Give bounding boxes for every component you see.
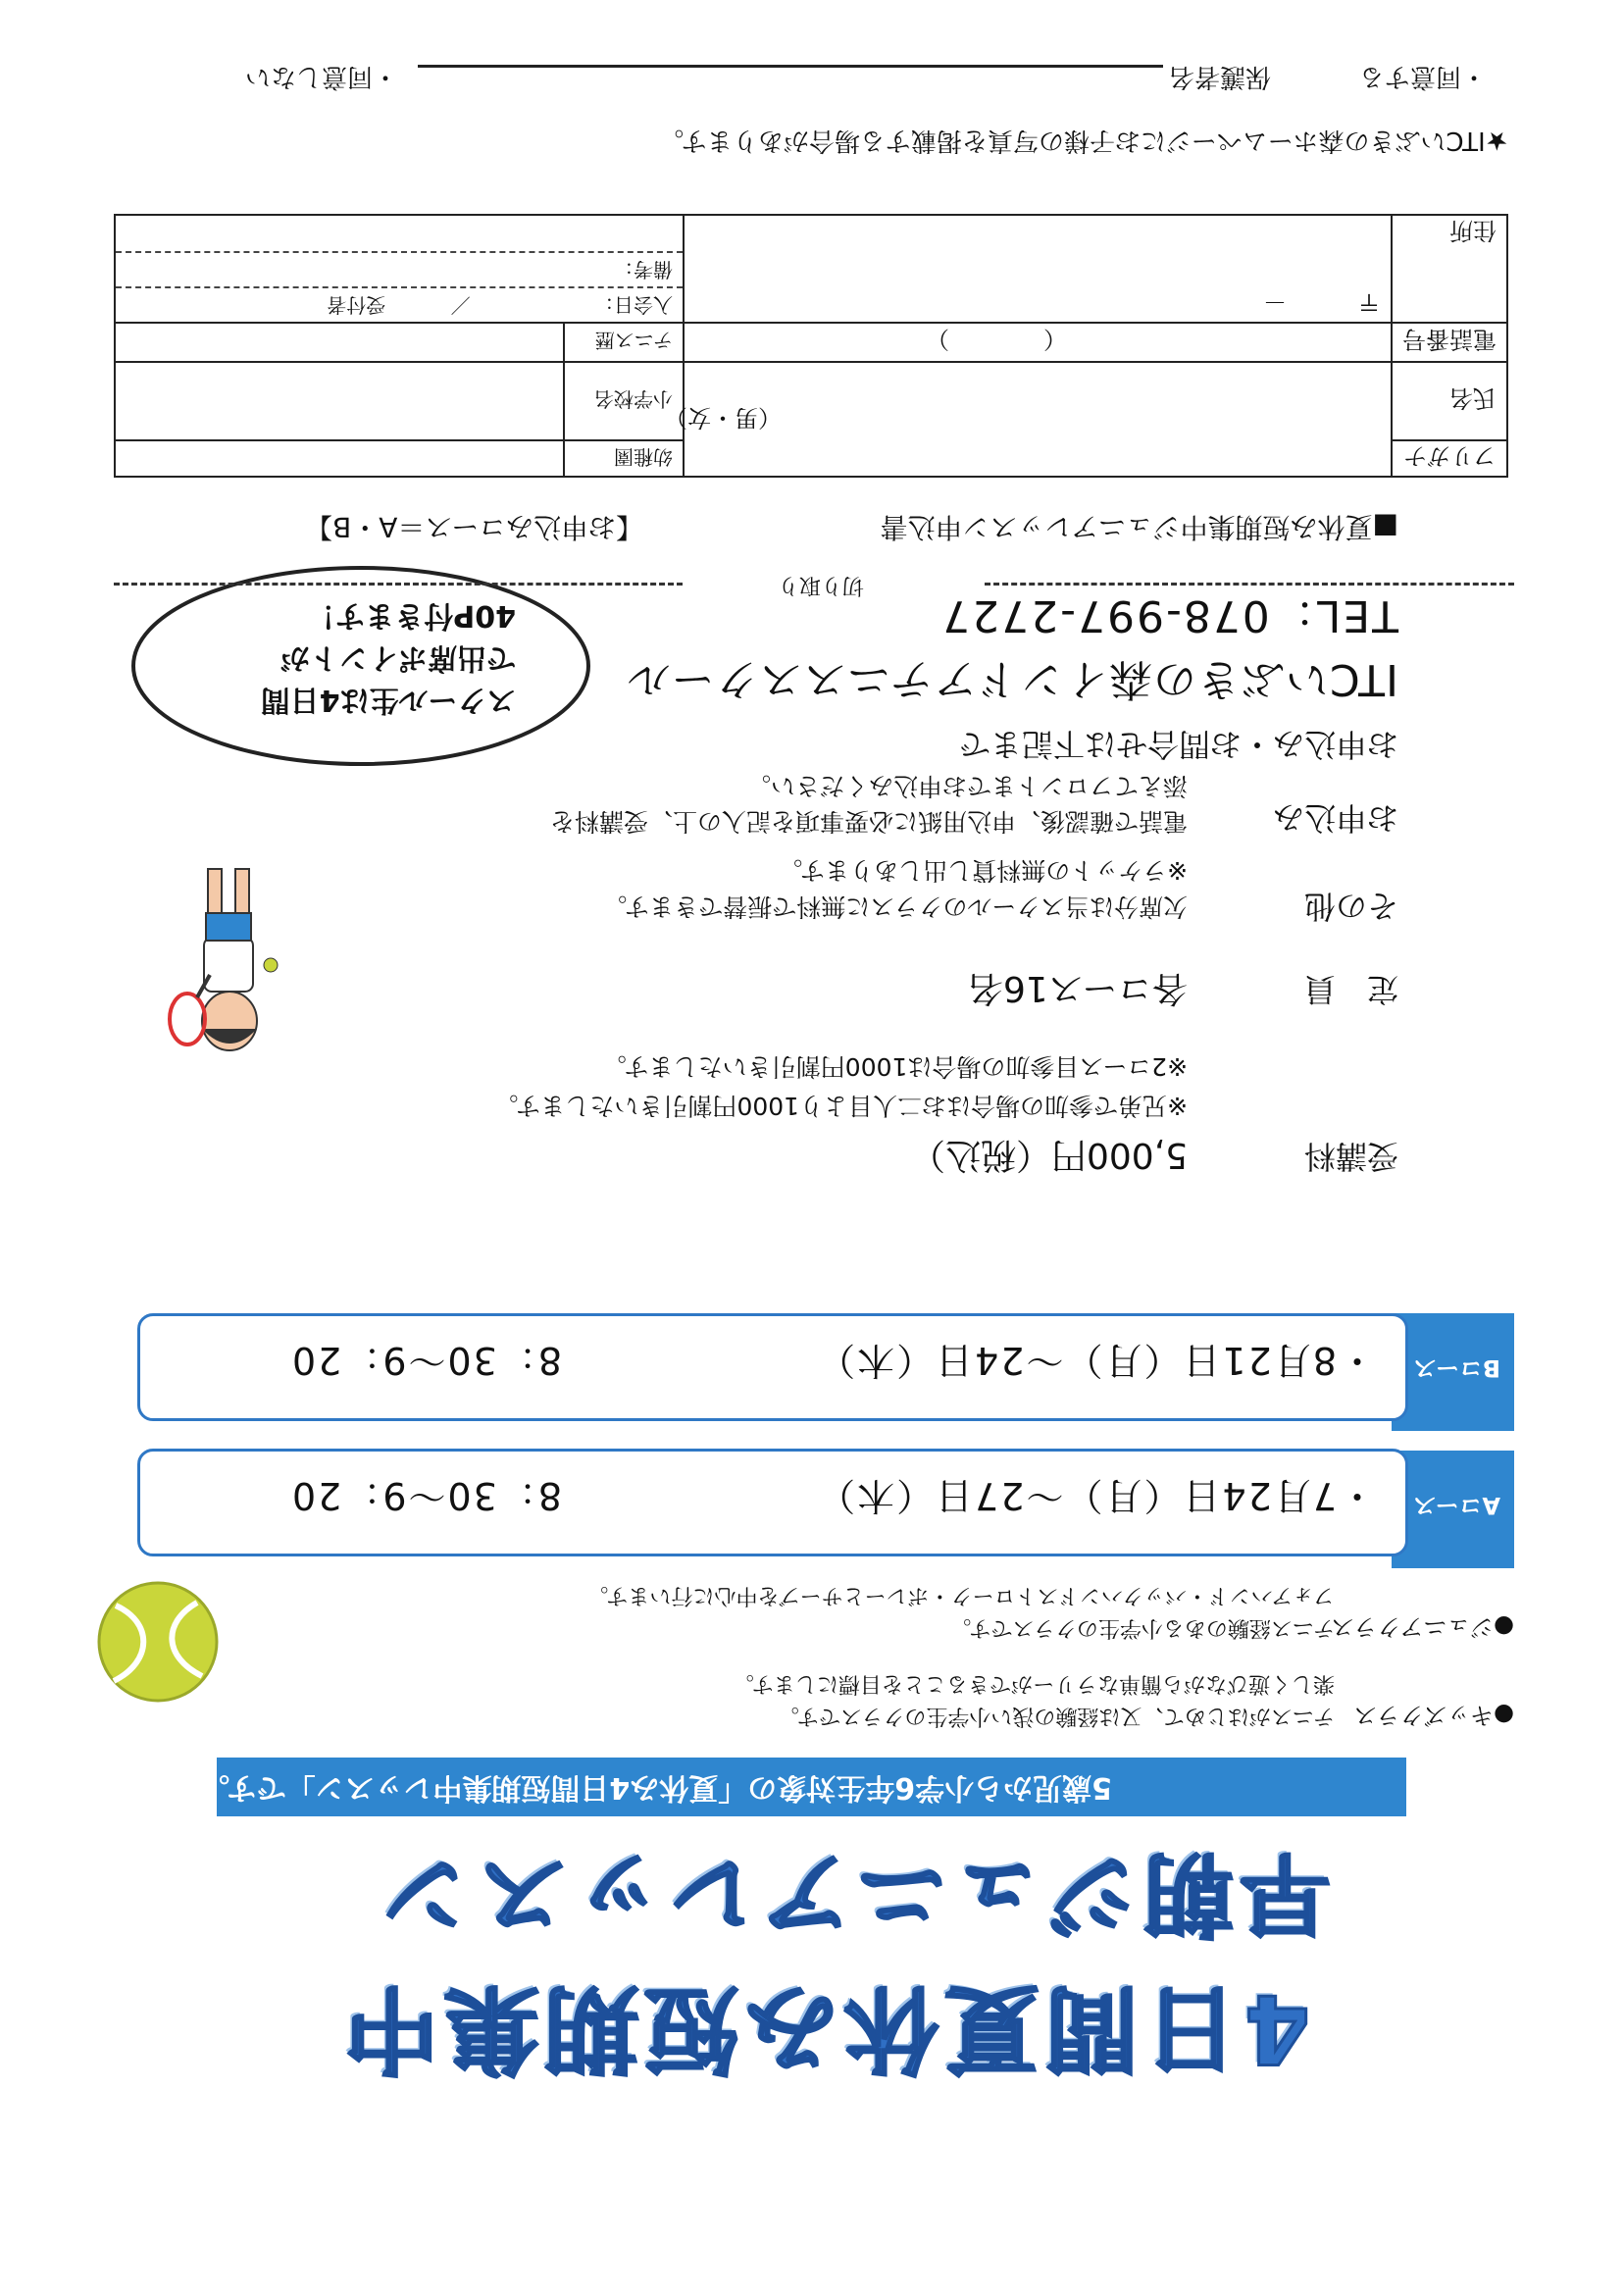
phone-paren: （ ） (926, 326, 1067, 354)
furigana-label: フリガナ (1392, 440, 1507, 477)
address-label: 住所 (1392, 215, 1507, 323)
phone-label: 電話番号 (1392, 323, 1507, 362)
contact-heading: お申込み・お問合せは下記まで (958, 726, 1398, 763)
address-field[interactable] (684, 215, 1392, 323)
receptionist-label: 受付者 (327, 293, 386, 317)
fee-label: 受講料 (1303, 1138, 1398, 1175)
cut-line-left (985, 583, 1514, 586)
capacity-label: 定 員 (1303, 971, 1398, 1008)
tennis-history-field[interactable] (115, 323, 564, 362)
photo-notice: ★ITCいぶきの森ホームページにお子様の写真を掲載する場合があります。 (658, 126, 1508, 155)
other-label: その他 (1303, 888, 1398, 925)
phone-field[interactable] (684, 323, 1392, 362)
consent-agree[interactable]: ・同意する (1358, 62, 1487, 91)
junior-class-line-2: フォアハンド・バックハンドストローク・ボレーとサーブを中心に行います。 (586, 1583, 1335, 1607)
gender-choice[interactable]: （男・女） (664, 404, 782, 432)
course-a-time: 8：30～9：20 (289, 1474, 562, 1517)
bubble-line-2: で出席ポイントが (280, 640, 516, 675)
title-line-1: 4日間夏休み短期集中 (338, 1973, 1310, 2083)
phone-number: TEL：078-997-2727 (940, 590, 1398, 640)
title-line-2: 早朝ジュニアレッスン (375, 1841, 1330, 1946)
name-field[interactable] (664, 362, 1392, 477)
postal-mark: 〒 － (1263, 288, 1381, 316)
course-b-tab (1392, 1313, 1514, 1431)
office-use-cell (115, 215, 684, 323)
course-a-box (137, 1449, 1408, 1556)
kindergarten-field[interactable] (115, 440, 564, 477)
school-field[interactable] (115, 362, 564, 440)
guardian-signature-line[interactable] (418, 65, 1163, 68)
kindergarten-label: 幼稚園 (564, 440, 684, 477)
apply-line-2: 添えてフロントまでお申込みください。 (745, 772, 1188, 800)
course-b-tab-label: Bコース (1412, 1354, 1500, 1382)
school-name: ITCいぶきの森インドアテニススクール (626, 654, 1398, 704)
junior-class-name: ●ジュニアクラス (1330, 1613, 1514, 1641)
name-label: 氏名 (1392, 362, 1507, 440)
course-a-tab-label: Aコース (1412, 1492, 1500, 1519)
cut-line-right (114, 583, 683, 586)
join-date-slash: ／ (450, 293, 471, 317)
application-form (114, 214, 1508, 478)
school-label: 小学校名 (564, 362, 684, 440)
course-a-dates: ・7月24日（月）～27日（木） (816, 1474, 1376, 1517)
kids-class-line-2: 楽しく遊びながら簡単なラリーができることを目標にします。 (732, 1671, 1335, 1696)
consent-disagree[interactable]: ・同意しない (244, 62, 398, 91)
capacity-value: 各コース16名 (967, 968, 1188, 1008)
bubble-line-3: 40P付きます！ (306, 598, 516, 633)
guardian-label: 保護者名 (1168, 62, 1271, 91)
other-note-1: 欠席分は当スクールのクラスに無料で振替できます。 (602, 892, 1188, 921)
course-b-time: 8：30～9：20 (289, 1339, 562, 1382)
course-b-box (137, 1313, 1408, 1421)
apply-line-1: 電話で確認後、申込用紙に必要事項を記入の上、受講料を (549, 807, 1188, 836)
kids-class-name: ●キッズクラス (1353, 1702, 1514, 1729)
bubble-line-1: スクール生は4日間 (260, 683, 516, 717)
apply-label: お申込み (1272, 799, 1398, 837)
form-heading: ■夏休み短期集中ジュニアレッスン申込書 (880, 511, 1398, 543)
tennis-history-label: テニス歴 (564, 323, 684, 362)
junior-class-line-1: テニス経験のある小学生のクラスです。 (949, 1615, 1335, 1640)
fee-note-2: ※2コース目参加の場合は1000円割引きいたします。 (601, 1052, 1188, 1081)
course-a-tab (1392, 1451, 1514, 1568)
target-banner: 5歳児から小学6年生対象の「夏休み4日間短期集中レッスン」です。 (217, 1758, 1406, 1816)
fee-value: 5,000円（税込） (909, 1135, 1188, 1175)
fee-note-1: ※兄弟で参加の場合はお二人目より1000円割引きいたします。 (493, 1092, 1188, 1120)
kids-class-line-1: テニスがはじめて、又は経験の浅い小学生のクラスです。 (777, 1704, 1335, 1728)
cut-label: 切り取り (777, 573, 864, 597)
remarks-label: 備考： (614, 258, 673, 281)
course-b-dates: ・8月21日（月）～24日（木） (816, 1339, 1376, 1382)
form-course-choice: 【お申込みコース＝A・B】 (305, 511, 643, 543)
tennis-ball-icon (94, 1578, 222, 1706)
other-note-2: ※ラケットの無料貸し出しあります。 (778, 856, 1188, 885)
tennis-player-icon (153, 852, 300, 1058)
join-date-label: 入会日： (594, 293, 673, 317)
